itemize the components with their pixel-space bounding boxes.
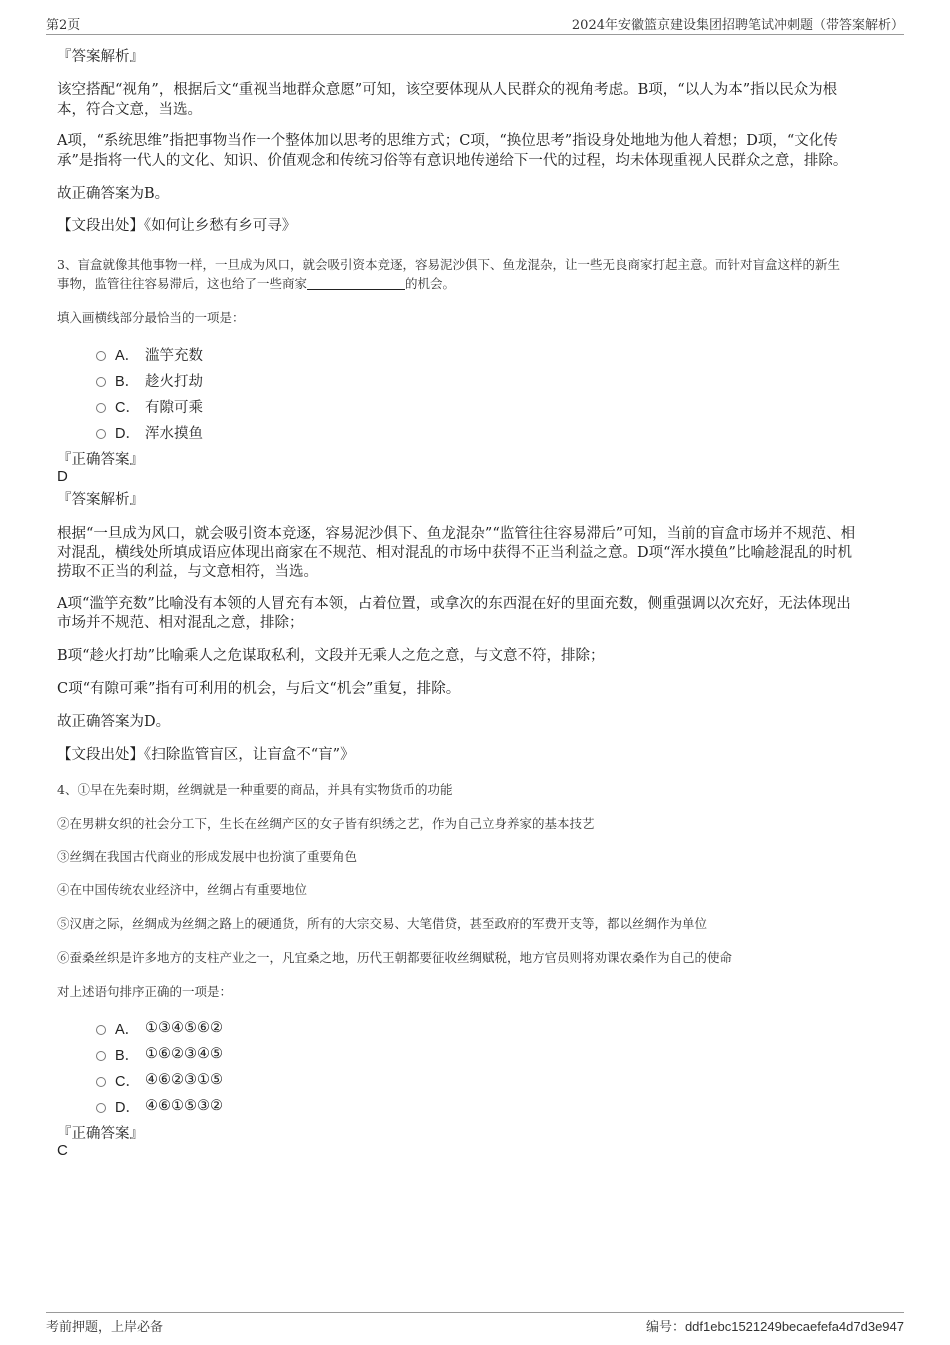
- page-footer: [46, 1312, 904, 1335]
- q3-analysis-a4: C项“有隙可乘”指有可利用的机会，与后文“机会”重复，排除。: [57, 681, 461, 697]
- q3-stem-line2-post: 的机会。: [405, 276, 456, 291]
- radio-icon[interactable]: [96, 1103, 106, 1113]
- q4-correct-answer: C: [57, 1142, 68, 1159]
- q4-correct-label: 『正确答案』: [57, 1126, 144, 1142]
- q3-correct-answer: D: [57, 468, 68, 485]
- radio-icon[interactable]: [96, 403, 106, 413]
- q3-blank: [307, 275, 405, 290]
- q3-option-c[interactable]: [96, 396, 203, 416]
- q3-stem-line2: [57, 273, 455, 295]
- q4-prompt: 对上述语句排序正确的一项是：: [57, 984, 233, 999]
- q2-analysis-para1-line1: 该空搭配“视角”，根据后文“重视当地群众意愿”可知，该空要体现从人民群众的视角考虑。B项，“以人为本”指以民众为根: [57, 82, 838, 98]
- q4-sentence-6: ⑥蚕桑丝织是许多地方的支柱产业之一，凡宜桑之地，历代王朝都要征收丝绸赋税，地方官员则将劝课农桑作为自己的使命: [57, 950, 733, 965]
- q3-prompt: 填入画横线部分最恰当的一项是：: [57, 310, 245, 325]
- q3-conclusion: 故正确答案为D。: [57, 714, 171, 730]
- document-id: 编号：ddf1ebc1521249becaefefa4d7d3e947: [645, 1319, 904, 1334]
- option-text: ④⑥②③①⑤: [145, 1072, 223, 1088]
- option-letter: B．: [115, 373, 140, 390]
- radio-icon[interactable]: [96, 1077, 106, 1087]
- q3-correct-label: 『正确答案』: [57, 452, 144, 468]
- q3-stem-line2-pre: 事物，监管往往容易滞后，这也给了一些商家: [57, 276, 308, 291]
- q3-analysis-a3: B项“趁火打劫”比喻乘人之危谋取私利，文段并无乘人之危之意，与文意不符，排除；: [57, 648, 605, 664]
- option-text: ①⑥②③④⑤: [145, 1046, 223, 1062]
- option-letter: A．: [115, 347, 140, 364]
- q4-sentence-5: ⑤汉唐之际，丝绸成为丝绸之路上的硬通货，所有的大宗交易、大笔借贷，甚至政府的军费开支等，都以丝绸作为单位: [57, 916, 708, 931]
- option-text: 滥竽充数: [145, 347, 203, 364]
- q4-sentence-2: ②在男耕女织的社会分工下，生长在丝绸产区的女子皆有织绣之艺，作为自己立身养家的基本技艺: [57, 816, 595, 831]
- radio-icon[interactable]: [96, 1051, 106, 1061]
- q2-analysis-para2-line1: A项，“系统思维”指把事物当作一个整体加以思考的思维方式；C项，“换位思考”指设身处地地为他人着想；D项，“文化传: [57, 133, 838, 149]
- q3-analysis-label: 『答案解析』: [57, 492, 144, 508]
- option-text: ④⑥①⑤③②: [145, 1098, 223, 1114]
- option-letter: D．: [115, 425, 140, 442]
- radio-icon[interactable]: [96, 377, 106, 387]
- q4-sentence-4: ④在中国传统农业经济中，丝绸占有重要地位: [57, 882, 308, 897]
- page-number: 第2页: [46, 18, 81, 33]
- option-text: 浑水摸鱼: [145, 425, 203, 442]
- q2-analysis-para1-line2: 本，符合文意，当选。: [57, 102, 202, 118]
- q4-option-a[interactable]: [96, 1018, 223, 1038]
- radio-icon[interactable]: [96, 351, 106, 361]
- q3-analysis-a1-line3: 捞取不正当的利益，与文意相符，当选。: [57, 564, 318, 580]
- q3-analysis-a2-line1: A项“滥竽充数”比喻没有本领的人冒充有本领，占着位置，或拿次的东西混在好的里面充数，侧重强调以次充好，无法体现出: [57, 596, 851, 612]
- q4-option-d[interactable]: [96, 1096, 223, 1116]
- option-letter: A．: [115, 1021, 140, 1038]
- q4-option-c[interactable]: [96, 1070, 223, 1090]
- q3-option-b[interactable]: [96, 370, 203, 390]
- page-header: [46, 12, 904, 35]
- option-text: 趁火打劫: [145, 373, 203, 390]
- q3-analysis-a2-line2: 市场并不规范、相对混乱之意，排除；: [57, 615, 304, 631]
- q2-conclusion: 故正确答案为B。: [57, 186, 170, 202]
- q3-analysis-a1-line2: 对混乱，横线处所填成语应体现出商家在不规范、相对混乱的市场中获得不正当利益之意。D项“浑水摸鱼”比喻趁混乱的时机: [57, 545, 852, 561]
- q2-source: 【文段出处】《如何让乡愁有乡可寻》: [57, 218, 297, 234]
- q4-sentence-1: 4、①早在先秦时期，丝绸就是一种重要的商品，并具有实物货币的功能: [57, 782, 453, 797]
- q2-analysis-label: 『答案解析』: [57, 49, 144, 65]
- q4-option-b[interactable]: [96, 1044, 223, 1064]
- q3-source: 【文段出处】《扫除监管盲区，让盲盒不“盲”》: [57, 747, 355, 763]
- option-text: 有隙可乘: [145, 399, 203, 416]
- q3-stem-line1: 3、盲盒就像其他事物一样，一旦成为风口，就会吸引资本竞逐，容易泥沙俱下、鱼龙混杂，让一些无良商家打起主意。而针对盲盒这样的新生: [57, 257, 840, 272]
- option-letter: C．: [115, 1073, 140, 1090]
- document-title: 2024年安徽篮京建设集团招聘笔试冲刺题（带答案解析）: [571, 18, 904, 33]
- option-letter: D．: [115, 1099, 140, 1116]
- footer-slogan: 考前押题，上岸必备: [46, 1320, 164, 1335]
- radio-icon[interactable]: [96, 1025, 106, 1035]
- q3-option-a[interactable]: [96, 344, 203, 364]
- q3-analysis-a1-line1: 根据“一旦成为风口，就会吸引资本竞逐，容易泥沙俱下、鱼龙混杂”“监管往往容易滞后”可知，当前的盲盒市场并不规范、相: [57, 526, 856, 542]
- option-letter: C．: [115, 399, 140, 416]
- q2-analysis-para2-line2: 承”是指将一代人的文化、知识、价值观念和传统习俗等有意识地传递给下一代的过程，均未体现重视人民群众之意，排除。: [57, 153, 848, 169]
- radio-icon[interactable]: [96, 429, 106, 439]
- q3-option-d[interactable]: [96, 422, 203, 442]
- option-text: ①③④⑤⑥②: [145, 1020, 223, 1036]
- option-letter: B．: [115, 1047, 140, 1064]
- q4-sentence-3: ③丝绸在我国古代商业的形成发展中也扮演了重要角色: [57, 849, 358, 864]
